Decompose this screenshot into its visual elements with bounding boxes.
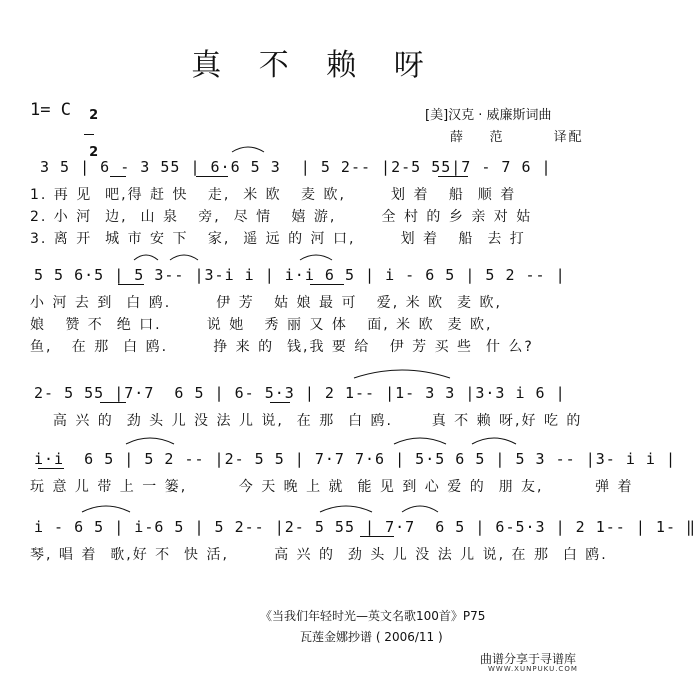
lyric-line-1-verse-2: 2. 小 河 边, 山 泉 旁, 尽 情 嬉 游, 全 村 的 乡 亲 对 姑: [30, 209, 533, 225]
underline-mark: [100, 402, 126, 403]
lyric-line-1-verse-1: 1. 再 见 吧,得 赶 快 走, 米 欧 麦 欧, 划 着 船 顺 着: [30, 187, 517, 203]
arranger-credit: 薛 范 译配: [450, 130, 584, 145]
lyric-line-2-verse-3: 鱼, 在 那 白 鸥. 挣 来 的 钱,我 要 给 伊 芳 买 些 什 么?: [30, 339, 534, 355]
time-denominator: 2: [89, 145, 99, 160]
site-watermark: 曲谱分享于寻谱库: [480, 652, 577, 666]
notation-line-2: 5 5 6·5 | 5 3-- |3-i i | i·i 6 5 | i - 6 5 | 5 2 -- |: [34, 266, 566, 284]
time-numerator: 2: [89, 108, 99, 123]
underline-mark: [196, 176, 228, 177]
slur: [354, 370, 450, 378]
slur: [394, 438, 446, 444]
song-title: 真 不 赖 呀: [191, 48, 438, 83]
notation-line-4: i·i 6 5 | 5 2 -- |2- 5 5 | 7·7 7·6 | 5·5 6 5 | 5 3 -- |3- i i |: [34, 450, 676, 468]
underline-mark: [110, 176, 126, 177]
key-signature: 1= C: [30, 100, 71, 120]
slur: [134, 255, 158, 260]
slur: [82, 506, 130, 512]
lyric-line-3: 高 兴 的 劲 头 儿 没 法 儿 说, 在 那 白 鸥. 真 不 赖 呀,好 吃 的: [40, 413, 583, 429]
notation-line-5: i - 6 5 | i-6 5 | 5 2-- |2- 5 55 | 7·7 6 5 | 6-5·3 | 2 1-- | 1- ‖: [34, 518, 696, 536]
notation-line-3: 2- 5 55 |7·7 6 5 | 6- 5·3 | 2 1-- |1- 3 3 |3·3 i 6 |: [34, 384, 566, 402]
slur: [402, 506, 438, 512]
slur: [170, 255, 198, 260]
lyric-line-2-verse-1: 小 河 去 到 白 鸥. 伊 芳 姑 娘 最 可 爱, 米 欧 麦 欧,: [30, 295, 502, 311]
underline-mark: [310, 284, 344, 285]
lyric-line-1-verse-3: 3. 离 开 城 市 安 下 家, 遥 远 的 河 口, 划 着 船 去 打: [30, 231, 526, 247]
lyric-line-2-verse-2: 娘 赞 不 绝 口. 说 她 秀 丽 又 体 面, 米 欧 麦 欧,: [30, 317, 493, 333]
lyric-line-4: 玩 意 儿 带 上 一 篓, 今 天 晚 上 就 能 见 到 心 爱 的 朋 友, 弹 着: [30, 479, 634, 495]
slur: [232, 147, 264, 152]
transcriber-credit: 瓦莲金娜抄谱 ( 2006/11 ): [300, 630, 443, 644]
site-watermark-url: WWW.XUNPUKU.COM: [488, 665, 578, 673]
underline-mark: [118, 284, 144, 285]
slur: [320, 506, 372, 512]
underline-mark: [438, 176, 468, 177]
underline-mark: [360, 536, 394, 537]
slur: [300, 255, 332, 260]
composer-credit: [美]汉克 · 威廉斯词曲: [425, 108, 552, 123]
slur: [472, 438, 516, 444]
notation-line-1: 3 5 | 6 - 3 55 | 6·6 5 3 | 5 2-- |2-5 55|7 - 7 6 |: [40, 158, 552, 176]
lyric-line-5: 琴, 唱 着 歌,好 不 快 活, 高 兴 的 劲 头 儿 没 法 儿 说, 在 那 白 鸥.: [30, 547, 608, 563]
slur: [126, 438, 174, 444]
underline-mark: [38, 468, 64, 469]
source-reference: 《当我们年轻时光—英文名歌100首》P75: [260, 609, 486, 623]
underline-mark: [270, 402, 290, 403]
